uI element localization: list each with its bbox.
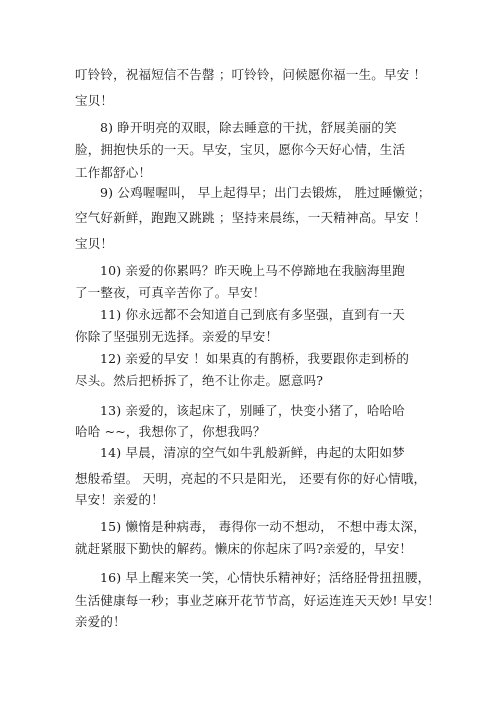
- paragraph-16-line: 亲爱的！: [75, 614, 126, 629]
- paragraph-8-line: 工作都舒心！: [75, 165, 152, 180]
- paragraph-8-line: 8) 睁开明亮的双眼，除去睡意的干扰，舒展美丽的笑: [100, 120, 397, 135]
- paragraph-14-line: 14) 早晨，清凉的空气如牛乳般新鲜，冉起的太阳如梦: [100, 445, 405, 460]
- paragraph-13-line: 13) 亲爱的，该起床了，别睡了，快变小猪了，哈哈哈: [100, 403, 405, 418]
- paragraph-14-line: 想般希望。 天明，亮起的不只是阳光， 还要有你的好心情哦，: [75, 471, 427, 486]
- paragraph-10-line: 10) 亲爱的你累吗？昨天晚上马不停蹄地在我脑海里跑: [100, 263, 405, 278]
- paragraph-16-line: 生活健康每一秒；事业芝麻开花节节高，好运连连天天妙! 早安！: [75, 593, 440, 608]
- paragraph-9-line: 宝贝！: [75, 236, 114, 251]
- paragraph-16-line: 16) 早上醒来笑一笑，心情快乐精神好；活络胫骨扭扭腰，: [100, 570, 431, 585]
- paragraph-12-line: 12) 亲爱的早安 ！如果真的有鹊桥，我要跟你走到桥的: [100, 351, 410, 366]
- paragraph-15-line: 15) 懒惰是种病毒， 毒得你一动不想动， 不想中毒太深，: [100, 519, 427, 534]
- paragraph-9-line: 9) 公鸡喔喔叫， 早上起得早；出门去锻炼， 胜过睡懒觉；: [100, 185, 431, 200]
- text-line: 叮铃铃，祝福短信不告罄 ；叮铃铃，问候愿你福一生。早安 ！: [75, 67, 427, 82]
- paragraph-10-line: 了一整夜，可真辛苦你了。早安！: [75, 285, 266, 300]
- paragraph-8-line: 脸，拥抱快乐的一天。早安，宝贝，愿你今天好心情，生活: [75, 142, 406, 157]
- text-line: 宝贝！: [75, 93, 114, 108]
- paragraph-12-line: 尽头。然后把桥拆了，绝不让你走。愿意吗?: [75, 373, 324, 388]
- paragraph-14-line: 早安！亲爱的！: [75, 492, 164, 507]
- paragraph-11-line: 11) 你永远都不会知道自己到底有多坚强，直到有一天: [100, 307, 405, 322]
- paragraph-9-line: 空气好新鲜，跑跑又跳跳 ；坚持来晨练，一天精神高。早安 ！: [75, 210, 427, 225]
- paragraph-11-line: 你除了坚强别无选择。亲爱的早安！: [75, 329, 279, 344]
- paragraph-13-line: 哈哈 ~~，我想你了，你想我吗？: [75, 424, 266, 439]
- paragraph-15-line: 就赶紧服下勤快的解药。懒床的你起床了吗?亲爱的，早安！: [75, 541, 413, 556]
